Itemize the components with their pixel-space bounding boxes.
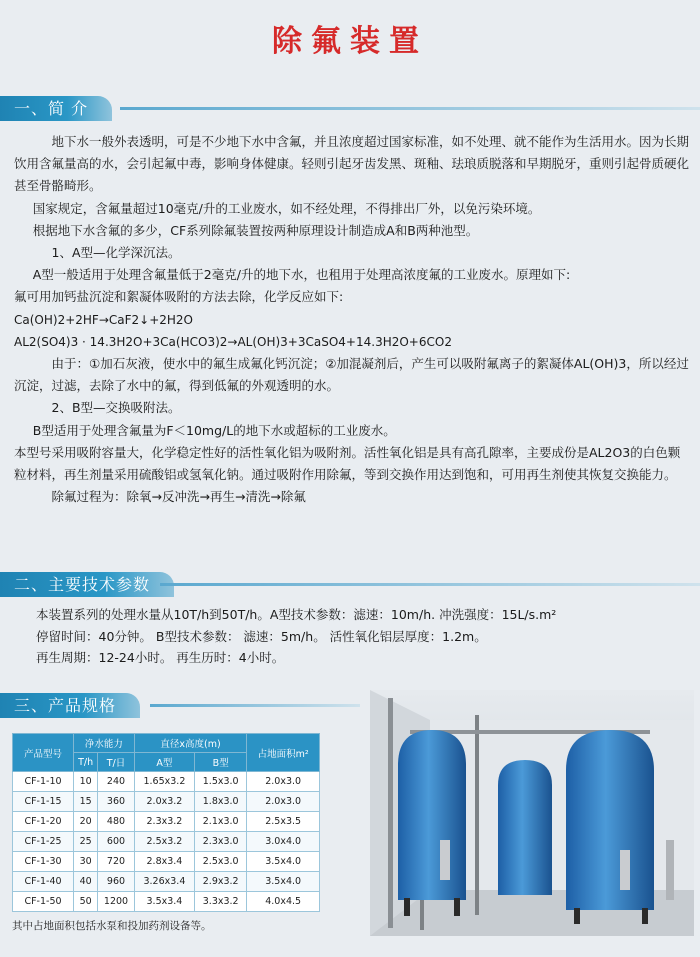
column-header: 产品型号 [13,734,74,772]
table-cell: 3.5x4.0 [247,852,320,872]
table-cell: 2.0x3.0 [247,772,320,792]
column-header: A型 [134,753,194,772]
intro-paragraph: 地下水一般外表透明，可是不少地下水中含氟，并且浓度超过国家标准，如不处理、就不能作为生活用水。因为长期饮用含氟量高的水，会引起氟中毒，影响身体健康。轻则引起牙齿发黑、斑釉、珐琅质脱落和早期脱牙，重则引起骨质硬化甚至骨骼畸形。 [14,134,690,194]
intro-paragraph: 由于：①加石灰液，使水中的氟生成氟化钙沉淀；②加混凝剂后，产生可以吸附氟离子的絮凝体AL(OH)3，所以经过沉淀，过滤，去除了水中的氟，得到低氟的外观透明的水。 [14,356,689,394]
column-header: T/h [74,753,98,772]
table-cell: 2.5x3.5 [247,812,320,832]
table-cell: 1200 [98,892,135,912]
spec-table [12,733,320,912]
table-cell: CF-1-30 [13,852,74,872]
table-cell: CF-1-25 [13,832,74,852]
table-cell: 3.5x3.4 [134,892,194,912]
table-row [13,872,320,892]
section-divider [150,704,360,707]
table-cell: 3.5x4.0 [247,872,320,892]
table-cell: 2.5x3.2 [134,832,194,852]
table-cell: CF-1-40 [13,872,74,892]
table-cell: 600 [98,832,135,852]
table-cell: 2.0x3.0 [247,792,320,812]
table-cell: 2.3x3.0 [195,832,247,852]
column-header: T/日 [98,753,135,772]
table-cell: 4.0x4.5 [247,892,320,912]
section-divider [120,107,700,110]
table-cell: 40 [74,872,98,892]
table-row [13,852,320,872]
intro-paragraph: A型一般适用于处理含氟量低于2毫克/升的地下水，也租用于处理高浓度氟的工业废水。原理如下: [32,267,571,283]
section-title: 一、简 介 [0,96,112,121]
section-title: 二、主要技术参数 [0,572,174,597]
equipment-photo [370,690,694,936]
table-cell: 3.26x3.4 [134,872,194,892]
table-cell: CF-1-20 [13,812,74,832]
table-cell: 1.5x3.0 [195,772,247,792]
param-line: 再生周期：12-24小时。 再生历时：4小时。 [36,650,285,665]
intro-text [14,131,690,508]
section-title: 三、产品规格 [0,693,140,718]
table-cell: 3.3x3.2 [195,892,247,912]
table-cell: CF-1-15 [13,792,74,812]
table-cell: 10 [74,772,98,792]
section-header-intro [0,96,700,121]
table-cell: 2.1x3.0 [195,812,247,832]
intro-paragraph: 国家规定，含氟量超过10毫克/升的工业废水，如不经处理，不得排出厂外，以免污染环境。 [32,200,541,216]
table-row [13,772,320,792]
intro-paragraph: 氟可用加钙盐沉淀和絮凝体吸附的方法去除，化学反应如下: [14,289,344,305]
intro-paragraph: 1、A型—化学深沉法。 [51,245,181,261]
column-header: B型 [195,753,247,772]
tank-illustration [370,690,694,936]
table-cell: 360 [98,792,135,812]
table-cell: 2.3x3.2 [134,812,194,832]
table-cell: 15 [74,792,98,812]
table-cell: 960 [98,872,135,892]
column-header: 净水能力 [74,734,135,753]
table-cell: 2.5x3.0 [195,852,247,872]
intro-paragraph: 2、B型—交换吸附法。 [51,400,181,416]
param-line: 本装置系列的处理水量从10T/h到50T/h。A型技术参数：滤速：10m/h. 冲洗强度：15L/s.m² [36,607,557,622]
table-cell: 720 [98,852,135,872]
table-row [13,892,320,912]
table-cell: 25 [74,832,98,852]
table-cell: CF-1-10 [13,772,74,792]
table-row [13,812,320,832]
intro-paragraph: 根据地下水含氟的多少，CF系列除氟装置按两种原理设计制造成A和B两种池型。 [32,222,479,238]
table-cell: 1.65x3.2 [134,772,194,792]
table-cell: 1.8x3.0 [195,792,247,812]
table-cell: 240 [98,772,135,792]
table-cell: CF-1-50 [13,892,74,912]
param-line: 停留时间：40分钟。 B型技术参数： 滤速：5m/h。 活性氧化铝层厚度：1.2m。 [36,628,487,644]
table-cell: 50 [74,892,98,912]
table-cell: 30 [74,852,98,872]
table-cell: 20 [74,812,98,832]
technical-params [36,604,686,669]
table-row [13,832,320,852]
intro-paragraph: B型适用于处理含氟量为F＜10mg/L的地下水或超标的工业废水。 [32,422,396,438]
page-title: 除氟装置 [272,24,428,59]
table-cell: 2.0x3.2 [134,792,194,812]
table-cell: 3.0x4.0 [247,832,320,852]
table-cell: 480 [98,812,135,832]
table-row [13,792,320,812]
section-header-params [0,572,700,597]
chemical-equation: AL2(SO4)3 · 14.3H2O+3Ca(HCO3)2→AL(OH)3+3CaSO4+14.3H2O+6CO2 [14,334,452,349]
column-header: 直径x高度(m) [134,734,247,753]
table-cell: 2.8x3.4 [134,852,194,872]
footnote: 其中占地面积包括水泵和投加药剂设备等。 [12,920,212,932]
chemical-equation: Ca(OH)2+2HF→CaF2↓+2H2O [14,312,193,327]
table-cell: 2.9x3.2 [195,872,247,892]
intro-paragraph: 本型号采用吸附容量大，化学稳定性好的活性氧化铝为吸附剂。活性氧化铝是具有高孔隙率，主要成份是AL2O3的白色颗粒材料，再生剂量采用硫酸铝或氢氧化钠。通过吸附作用除氟，等到交换作用达到饱和，可用再生剂使其恢复交换能力。 [14,444,681,483]
section-divider [160,583,700,586]
column-header: 占地面积m² [247,734,320,772]
intro-paragraph: 除氟过程为：除氧→反冲洗→再生→清洗→除氟 [51,489,306,505]
